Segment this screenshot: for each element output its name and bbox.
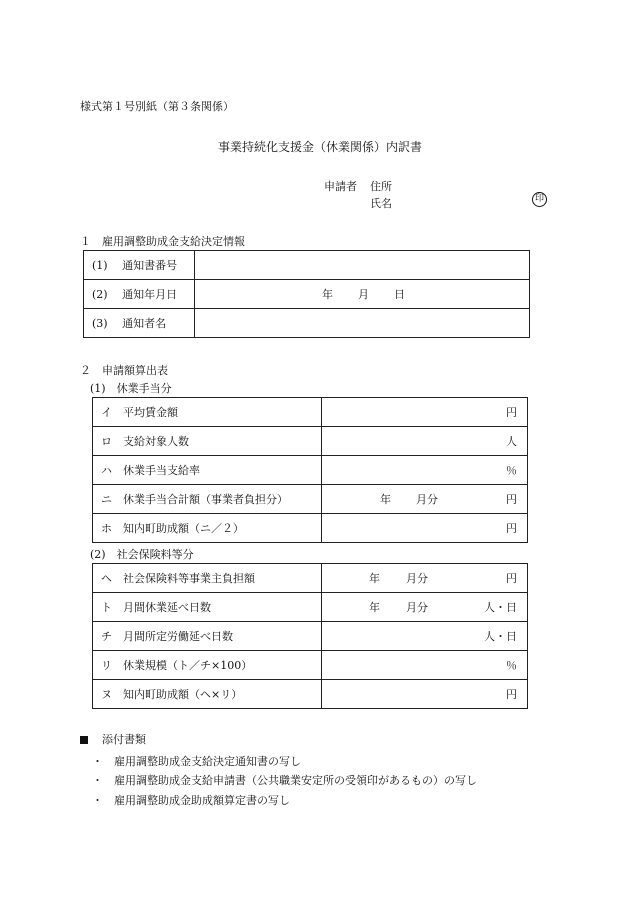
day-label: 日 xyxy=(394,288,405,301)
table-row xyxy=(93,456,528,485)
table-row xyxy=(93,514,528,543)
month-label: 月分 xyxy=(406,572,428,585)
form-reference: 様式第１号別紙（第３条関係） xyxy=(80,100,234,113)
unit-label: 円 xyxy=(506,406,517,419)
row-label: チ 月間所定労働延べ日数 xyxy=(93,622,322,651)
value-field[interactable] xyxy=(322,456,528,485)
unit-label: 円 xyxy=(506,688,517,701)
unit-label: 円 xyxy=(506,522,517,535)
decision-info-table xyxy=(83,250,530,338)
leave-allowance-table xyxy=(92,397,528,543)
table-row xyxy=(93,485,528,514)
value-field[interactable] xyxy=(322,514,528,543)
list-item: ・ 雇用調整助成金助成額算定書の写し xyxy=(92,794,290,807)
row-label: ヌ 知内町助成額（ヘ×リ） xyxy=(93,680,322,709)
table-row xyxy=(84,309,530,338)
unit-label: 人 xyxy=(506,435,517,448)
row-label: ヘ 社会保険料等事業主負担額 xyxy=(93,564,322,593)
leave-allowance-heading: (1) 休業手当分 xyxy=(90,382,172,395)
value-field[interactable] xyxy=(322,593,528,622)
table-row xyxy=(84,280,530,309)
row-label: ホ 知内町助成額（ニ／２） xyxy=(93,514,322,543)
year-label: 年 xyxy=(322,288,333,301)
value-field[interactable] xyxy=(322,622,528,651)
table-row xyxy=(93,427,528,456)
table-row xyxy=(84,251,530,280)
social-insurance-heading: (2) 社会保険料等分 xyxy=(90,548,194,561)
document-title: 事業持続化支援金（休業関係）内訳書 xyxy=(218,140,423,154)
table-row xyxy=(93,398,528,427)
month-label: 月 xyxy=(358,288,369,301)
social-insurance-table xyxy=(92,563,528,709)
attachments-heading-row xyxy=(80,731,146,747)
row-label: リ 休業規模（ト／チ×100） xyxy=(93,651,322,680)
unit-label: 人・日 xyxy=(484,601,517,614)
list-item: ・ 雇用調整助成金支給決定通知書の写し xyxy=(92,755,301,768)
notice-number-field[interactable] xyxy=(195,251,530,280)
row-label: (1) 通知書番号 xyxy=(84,251,195,280)
notice-date-field[interactable] xyxy=(195,280,530,309)
row-label: ロ 支給対象人数 xyxy=(93,427,322,456)
year-label: 年 xyxy=(369,572,380,585)
section1-heading: １ 雇用調整助成金支給決定情報 xyxy=(80,235,245,248)
unit-label: 人・日 xyxy=(484,630,517,643)
row-label: ト 月間休業延べ日数 xyxy=(93,593,322,622)
address-label: 住所 xyxy=(370,180,392,193)
row-label: ニ 休業手当合計額（事業者負担分） xyxy=(93,485,322,514)
unit-label: ％ xyxy=(506,659,517,672)
table-row xyxy=(93,564,528,593)
value-field[interactable] xyxy=(322,485,528,514)
month-label: 月分 xyxy=(406,601,428,614)
value-field[interactable] xyxy=(322,564,528,593)
applicant-label: 申請者 xyxy=(324,180,357,193)
table-row xyxy=(93,651,528,680)
square-bullet-icon xyxy=(80,736,88,744)
row-label: (3) 通知者名 xyxy=(84,309,195,338)
row-label: イ 平均賃金額 xyxy=(93,398,322,427)
table-row xyxy=(93,622,528,651)
unit-label: 円 xyxy=(506,572,517,585)
year-label: 年 xyxy=(369,601,380,614)
row-label: ハ 休業手当支給率 xyxy=(93,456,322,485)
attachments-heading: 添付書類 xyxy=(102,733,146,746)
value-field[interactable] xyxy=(322,398,528,427)
table-row xyxy=(93,593,528,622)
section2-heading: ２ 申請額算出表 xyxy=(80,364,168,377)
row-label: (2) 通知年月日 xyxy=(84,280,195,309)
unit-label: ％ xyxy=(506,464,517,477)
value-field[interactable] xyxy=(322,651,528,680)
list-item: ・ 雇用調整助成金支給申請書（公共職業安定所の受領印があるもの）の写し xyxy=(92,774,477,787)
value-field[interactable] xyxy=(322,427,528,456)
table-row xyxy=(93,680,528,709)
value-field[interactable] xyxy=(322,680,528,709)
month-label: 月分 xyxy=(416,493,438,506)
notifier-name-field[interactable] xyxy=(195,309,530,338)
seal-mark: 印 xyxy=(532,192,547,207)
name-label: 氏名 xyxy=(370,197,392,210)
unit-label: 円 xyxy=(506,493,517,506)
year-label: 年 xyxy=(380,493,391,506)
